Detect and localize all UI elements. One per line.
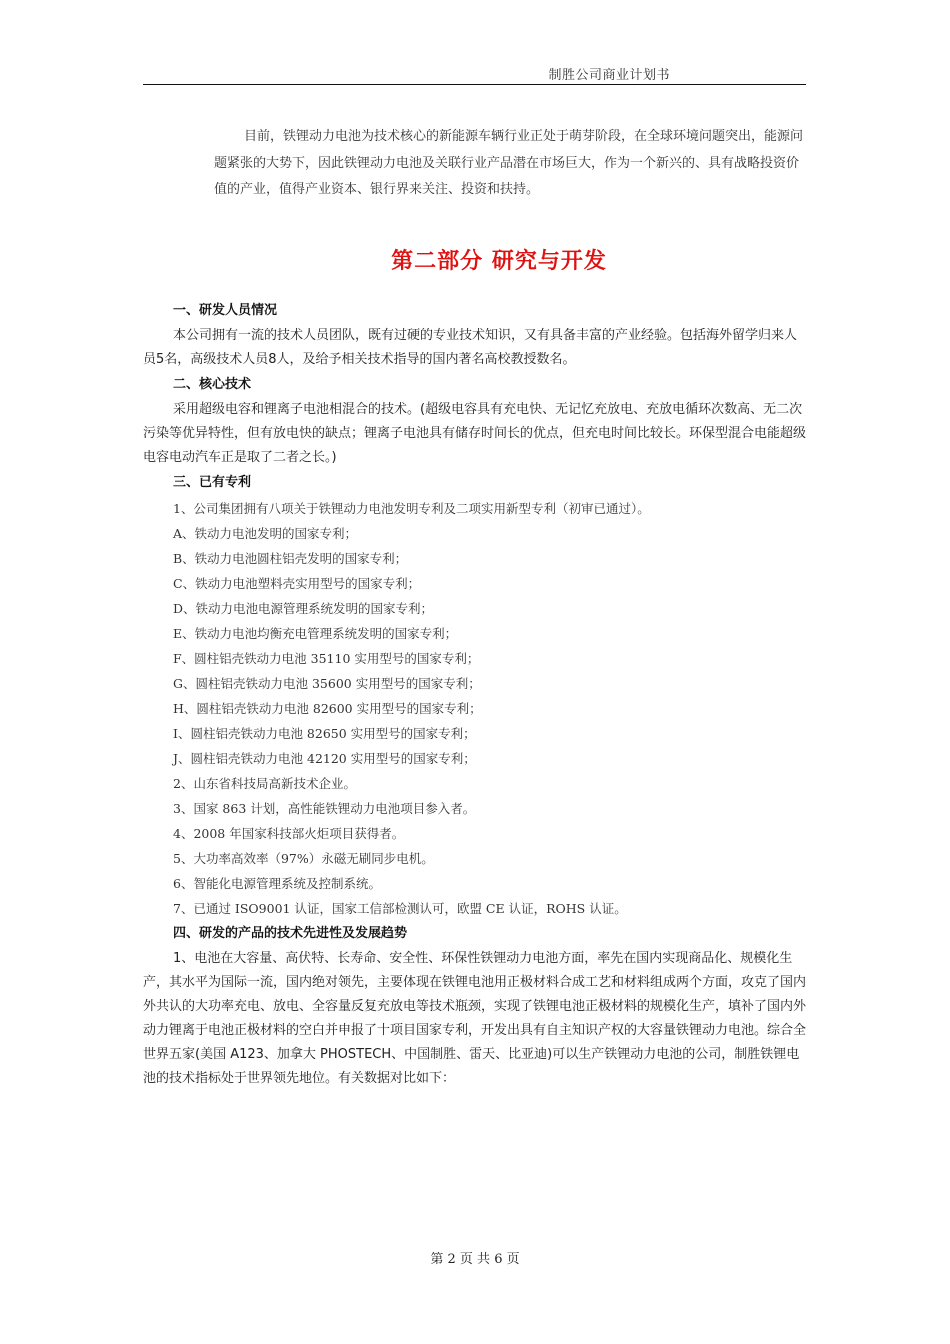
- list-item: I、圆柱铝壳铁动力电池 82650 实用型号的国家专利；: [173, 726, 476, 741]
- part-title: 第二部分 研究与开发: [391, 249, 607, 274]
- header-title: 制胜公司商业计划书: [548, 68, 670, 83]
- page-number: 第 2 页 共 6 页: [430, 1252, 520, 1267]
- list-item: E、铁动力电池均衡充电管理系统发明的国家专利；: [173, 626, 458, 641]
- list-item: G、圆柱铝壳铁动力电池 35600 实用型号的国家专利；: [173, 676, 481, 691]
- list-item: A、铁动力电池发明的国家专利；: [173, 526, 358, 541]
- section-heading-patents: 三、已有专利: [173, 475, 252, 490]
- page-header: [143, 62, 806, 85]
- list-item: 3、国家 863 计划，高性能铁锂动力电池项目参入者。: [173, 801, 476, 816]
- list-item: 2、山东省科技局高新技术企业。: [173, 776, 356, 791]
- main-content: [143, 298, 808, 1091]
- section-body-core-tech: 采用超级电容和锂离子电池相混合的技术。(超级电容具有充电快、无记忆充放电、充放电循环次数高、无二次污染等优异特性，但有放电快的缺点；锂离子电池具有储存时间长的优点，但充电时间比较长。环保型混合电能超级电容电动汽车正是取了二者之长。): [143, 402, 807, 465]
- list-item: 4、2008 年国家科技部火炬项目获得者。: [173, 826, 405, 841]
- list-item: 6、智能化电源管理系统及控制系统。: [173, 876, 381, 891]
- list-item: H、圆柱铝壳铁动力电池 82600 实用型号的国家专利；: [173, 701, 482, 716]
- list-item: C、铁动力电池塑料壳实用型号的国家专利；: [173, 576, 421, 591]
- intro-paragraph: 目前，铁锂动力电池为技术核心的新能源车辆行业正处于萌芽阶段，在全球环境问题突出，能源问题紧张的大势下，因此铁锂动力电池及关联行业产品潜在市场巨大，作为一个新兴的、具有战略投资价值的产业，值得产业资本、银行界来关注、投资和扶持。: [214, 129, 804, 197]
- list-item: D、铁动力电池电源管理系统发明的国家专利；: [173, 601, 434, 616]
- section-heading-advancement: 四、研发的产品的技术先进性及发展趋势: [173, 926, 408, 941]
- list-item: 5、大功率高效率（97%）永磁无刷同步电机。: [173, 851, 434, 866]
- section-heading-core-tech: 二、核心技术: [173, 377, 252, 392]
- list-item: B、铁动力电池圆柱铝壳发明的国家专利；: [173, 551, 408, 566]
- list-item: 7、已通过 ISO9001 认证，国家工信部检测认可，欧盟 CE 认证，ROHS 认证。: [173, 901, 627, 916]
- section-body-advancement: 1、电池在大容量、高伏特、长寿命、安全性、环保性铁锂动力电池方面，率先在国内实现商品化、规模化生产，其水平为国际一流，国内绝对领先，主要体现在铁锂电池用正极材料合成工艺和材料组成两个方面，攻克了国内外共认的大功率充电、放电、全容量反复充放电等技术瓶颈，实现了铁锂电池正极材料的规模化生产，填补了国内外动力锂离于电池正极材料的空白并申报了十项目国家专利，开发出具有自主知识产权的大容量铁锂动力电池。综合全世界五家(美国 A123、加拿大 PHOSTECH、中国制胜、雷天、比亚迪)可以生产铁锂动力电池的公司，制胜铁锂电池的技术指标处于世界领先地位。有关数据对比如下：: [143, 951, 807, 1086]
- list-item: 1、公司集团拥有八项关于铁锂动力电池发明专利及二项实用新型专利（初审已通过）。: [173, 501, 650, 516]
- section-body-staff: 本公司拥有一流的技术人员团队，既有过硬的专业技术知识，又有具备丰富的产业经验。包括海外留学归来人员5名，高级技术人员8人，及给予相关技术指导的国内著名高校教授数名。: [143, 328, 798, 367]
- list-item: F、圆柱铝壳铁动力电池 35110 实用型号的国家专利；: [173, 651, 480, 666]
- section-heading-staff: 一、研发人员情况: [173, 303, 278, 318]
- list-item: J、圆柱铝壳铁动力电池 42120 实用型号的国家专利；: [173, 751, 476, 766]
